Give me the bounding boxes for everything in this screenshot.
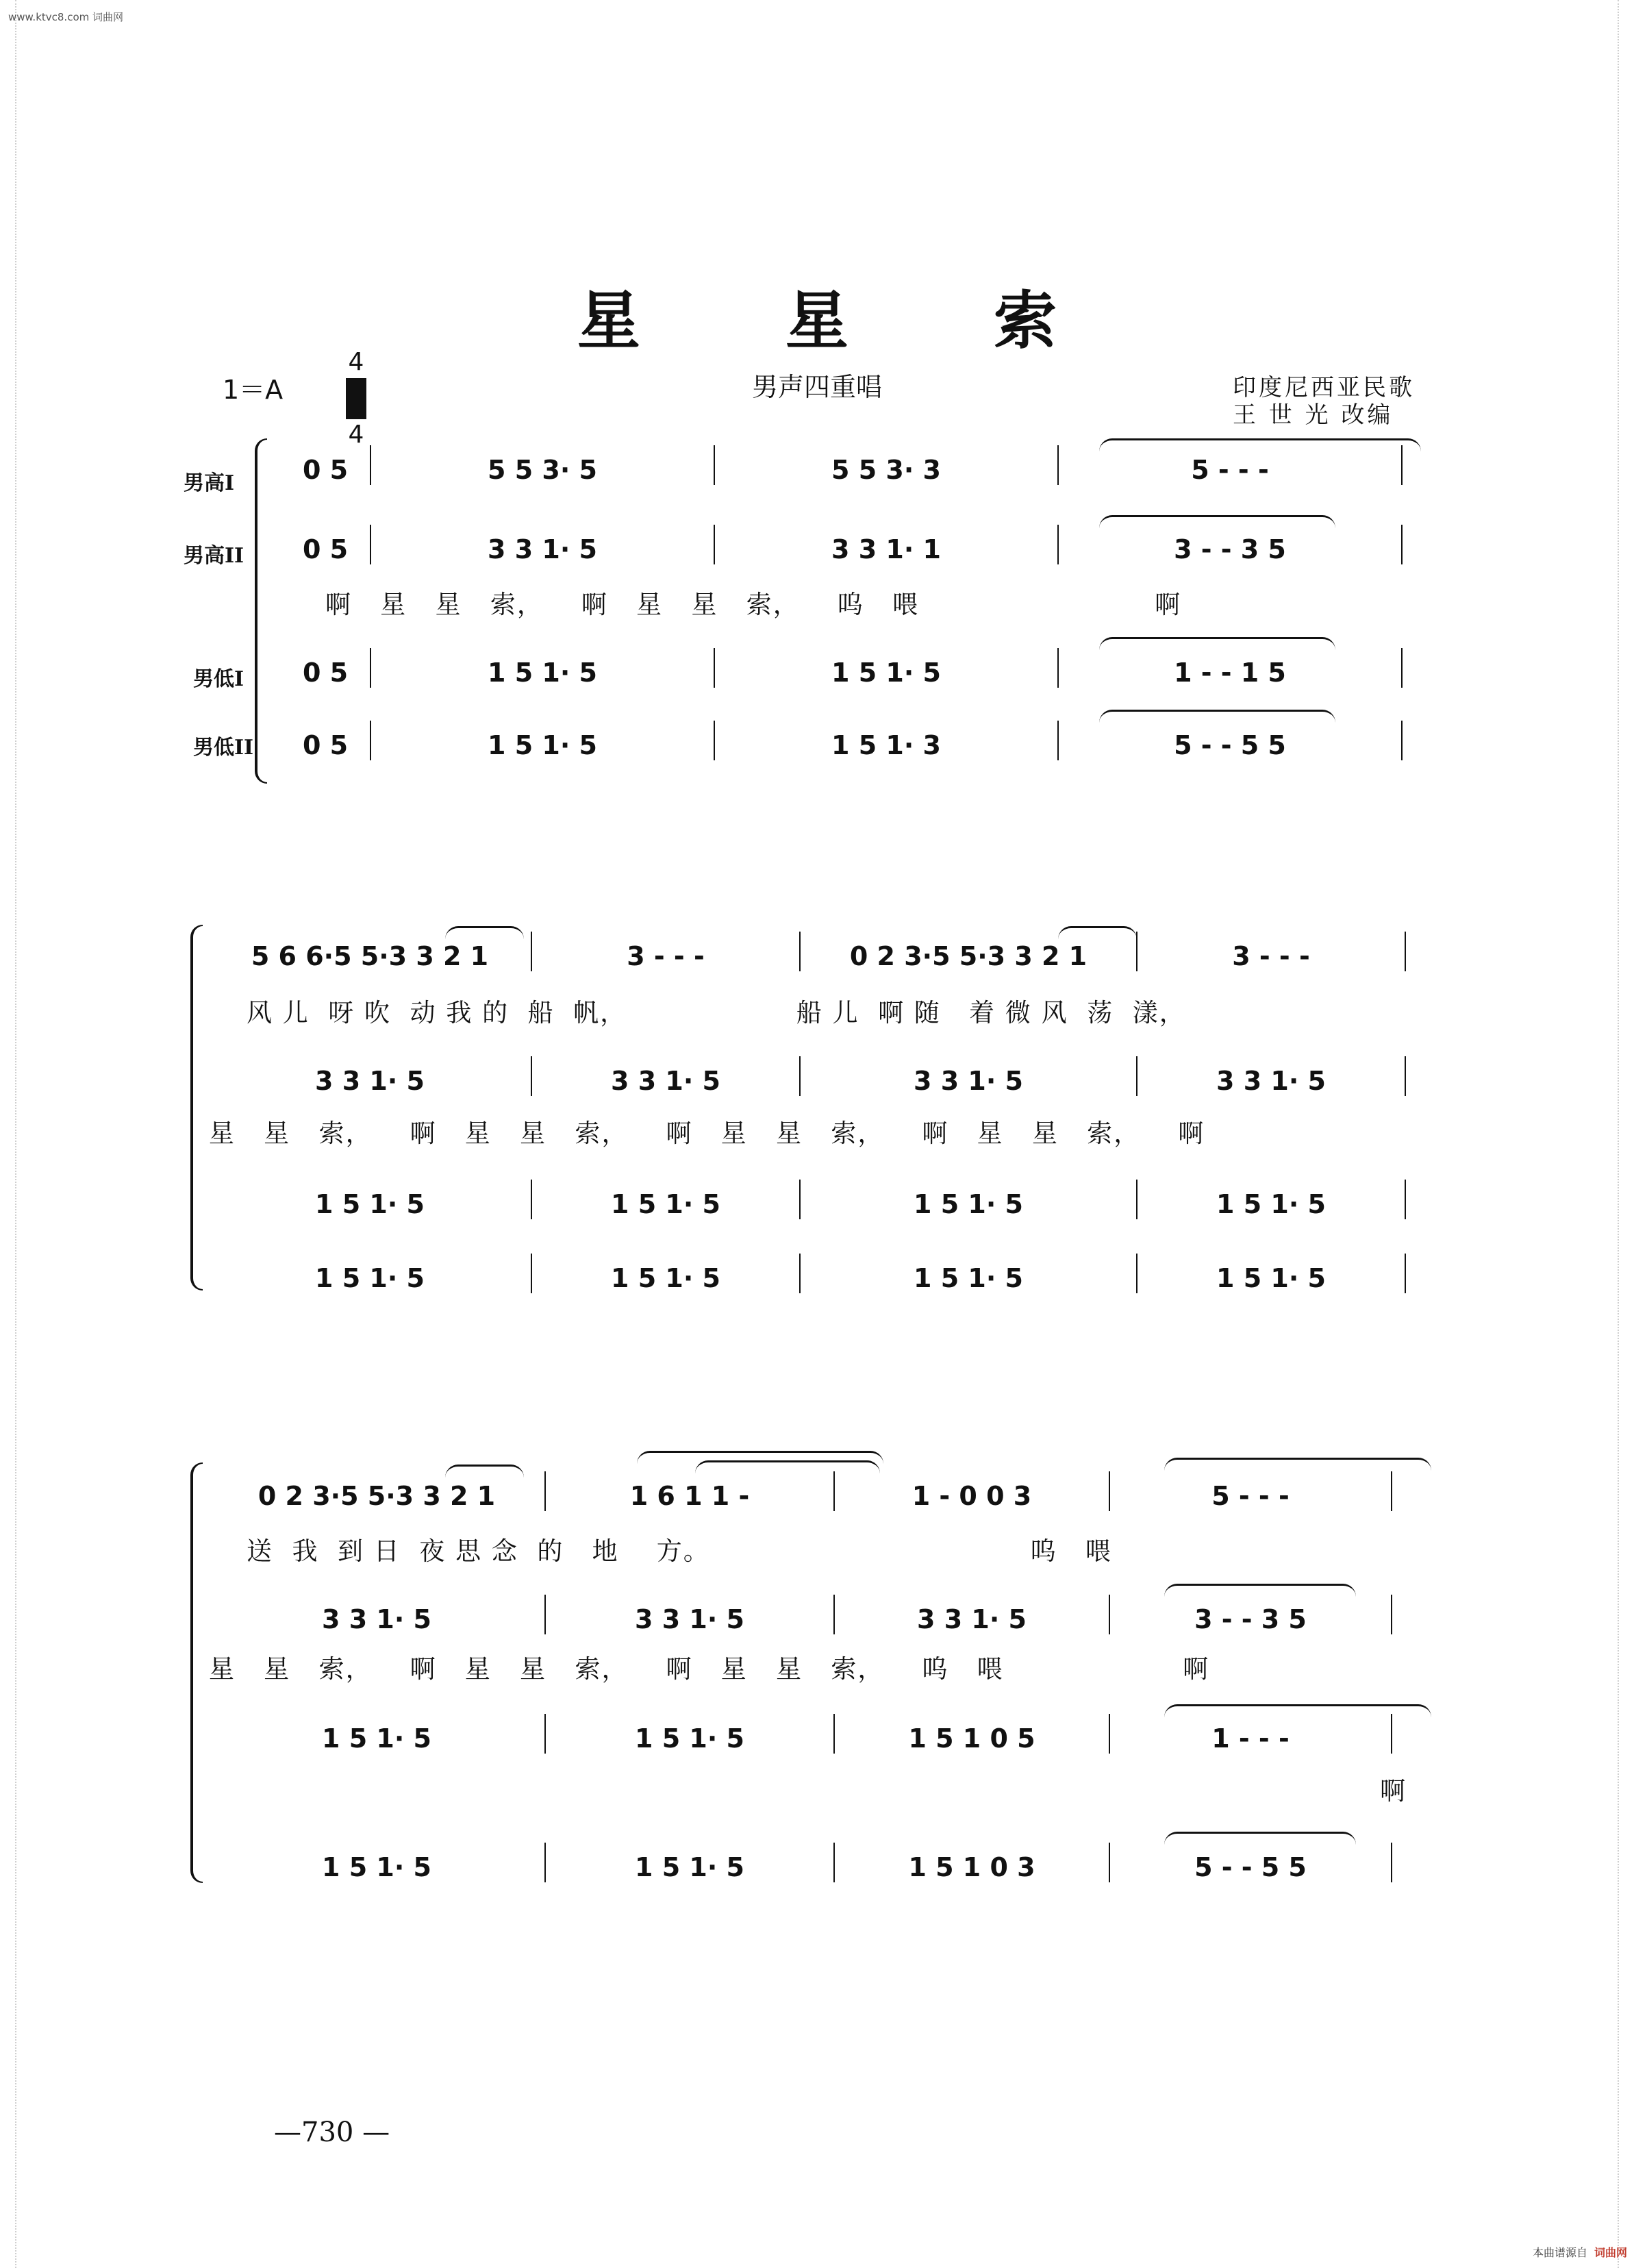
tie-arc <box>1164 1458 1431 1471</box>
measure: 1 5 1· 3 <box>831 730 941 760</box>
measure: 3 - - - <box>627 941 705 971</box>
part-label-bass1: 男低I <box>193 667 244 691</box>
triplet-arc <box>445 926 524 939</box>
time-numerator: 4 <box>348 348 364 376</box>
barline <box>1391 1714 1392 1754</box>
measure: 3 3 1· 5 <box>322 1604 431 1634</box>
measure: 1 - 0 0 3 <box>912 1481 1032 1511</box>
measure: 0 5 <box>302 534 349 564</box>
barline <box>1405 1254 1406 1293</box>
measure: 1 5 1 0 3 <box>908 1852 1035 1882</box>
barline <box>1391 1471 1392 1511</box>
measure: 3 - - 3 5 <box>1194 1604 1307 1634</box>
key-signature: 1＝A <box>223 375 284 405</box>
s1-tenor2-line <box>281 525 1431 564</box>
tie-arc <box>1164 1704 1431 1717</box>
tie-arc <box>1164 1832 1356 1845</box>
measure: 1 5 1· 5 <box>611 1263 720 1293</box>
measure: 1 5 1· 5 <box>488 730 597 760</box>
tie-arc <box>1099 710 1335 723</box>
top-watermark: www.ktvc8.com 词曲网 <box>8 11 124 23</box>
s1-bass1-line <box>281 648 1431 688</box>
barline <box>1405 932 1406 971</box>
s2-bass1-line <box>209 1180 1435 1219</box>
tie-arc <box>1099 515 1335 528</box>
measure: 5 - - 5 5 <box>1194 1852 1307 1882</box>
measure: 3 3 1· 5 <box>1216 1066 1326 1096</box>
tie-arc <box>695 1460 880 1473</box>
barline <box>1401 525 1403 564</box>
page-number: —730 — <box>274 2117 390 2148</box>
barline <box>1405 1056 1406 1096</box>
tie-arc <box>1099 637 1335 650</box>
measure: 1 5 1· 5 <box>914 1263 1023 1293</box>
barline <box>1391 1595 1392 1634</box>
s3-bass1-line <box>209 1714 1435 1754</box>
s3-bass1-lyric: 啊 <box>1380 1776 1407 1806</box>
arranger-credit: 王 世 光 改编 <box>1233 401 1394 429</box>
s3-bass2-line <box>209 1843 1435 1882</box>
s3-tenor1-line <box>209 1471 1435 1511</box>
part-label-tenor2: 男高II <box>184 544 244 568</box>
measure: 3 3 1· 5 <box>914 1066 1023 1096</box>
measure: 3 3 1· 5 <box>611 1066 720 1096</box>
measure: 1 6 1 1 - <box>629 1481 750 1511</box>
bottom-watermark-text: 本曲谱源自 <box>1532 2246 1587 2259</box>
measure: 3 3 1· 5 <box>635 1604 744 1634</box>
measure: 3 - - 3 5 <box>1174 534 1286 564</box>
s2-bass2-line <box>209 1254 1435 1293</box>
measure: 0 5 <box>302 455 349 485</box>
system2-brace <box>190 925 203 1291</box>
measure: 1 - - 1 5 <box>1174 658 1286 688</box>
measure: 5 - - - <box>1211 1481 1290 1511</box>
measure: 0 5 <box>302 730 349 760</box>
s2-tenor2-line <box>209 1056 1435 1096</box>
measure: 0 2 3·5 5·3 3 2 1 <box>257 1481 496 1511</box>
time-denominator: 4 <box>348 421 364 449</box>
measure: 5 - - 5 5 <box>1174 730 1286 760</box>
barline <box>1391 1843 1392 1882</box>
measure: 1 5 1· 5 <box>1216 1189 1326 1219</box>
system1-brace <box>255 438 267 784</box>
measure: 3 3 1· 5 <box>917 1604 1027 1634</box>
site-logo: 词曲网 <box>1594 2246 1627 2259</box>
song-title: 星 星 索 <box>577 284 1119 358</box>
barline <box>1405 1180 1406 1219</box>
measure: 5 - - - <box>1191 455 1269 485</box>
tie-arc <box>1099 438 1421 451</box>
measure: 1 5 1· 5 <box>914 1189 1023 1219</box>
measure: 3 3 1· 5 <box>488 534 597 564</box>
measure: 1 5 1· 5 <box>611 1189 720 1219</box>
part-label-bass2: 男低II <box>193 736 254 760</box>
measure: 1 5 1· 5 <box>315 1263 425 1293</box>
measure: 5 5 3· 5 <box>488 455 597 485</box>
s3-lyrics-melody: 送 我 到 日 夜 思 念 的 地 方。 呜 喂 <box>247 1536 1112 1566</box>
measure: 0 2 3·5 5·3 3 2 1 <box>849 941 1088 971</box>
measure: 3 - - - <box>1232 941 1310 971</box>
measure: 5 5 3· 3 <box>831 455 941 485</box>
measure: 1 5 1· 5 <box>635 1852 744 1882</box>
measure: 1 5 1· 5 <box>635 1723 744 1754</box>
measure: 1 5 1· 5 <box>488 658 597 688</box>
s1-bass2-line <box>281 721 1431 760</box>
subtitle: 男声四重唱 <box>751 372 882 402</box>
part-label-tenor1: 男高I <box>184 471 235 495</box>
s3-lyrics-harmony: 星 星 索， 啊 星 星 索， 啊 星 星 索， 呜 喂 啊 <box>209 1654 1210 1684</box>
measure: 1 5 1· 5 <box>831 658 941 688</box>
s2-lyrics-melody: 风 儿 呀 吹 动 我 的 船 帆， 船 儿 啊 随 着 微 风 荡 漾， <box>247 998 1186 1027</box>
measure: 1 5 1· 5 <box>322 1852 431 1882</box>
system3-brace <box>190 1462 203 1883</box>
measure: 0 5 <box>302 658 349 688</box>
s3-tenor2-line <box>209 1595 1435 1634</box>
measure: 1 5 1· 5 <box>1216 1263 1326 1293</box>
origin-credit: 印度尼西亚民歌 <box>1233 374 1415 401</box>
barline <box>1401 721 1403 760</box>
tie-arc <box>1164 1584 1356 1597</box>
s2-lyrics-harmony: 星 星 索， 啊 星 星 索， 啊 星 星 索， 啊 星 星 索， 啊 <box>209 1119 1205 1148</box>
measure: 1 5 1· 5 <box>315 1189 425 1219</box>
triplet-arc <box>445 1465 524 1478</box>
measure: 1 - - - <box>1211 1723 1290 1754</box>
measure: 3 3 1· 1 <box>831 534 941 564</box>
triplet-arc <box>1058 926 1137 939</box>
measure: 5 6 6·5 5·3 3 2 1 <box>251 941 489 971</box>
measure: 3 3 1· 5 <box>315 1066 425 1096</box>
measure: 1 5 1· 5 <box>322 1723 431 1754</box>
s1-lyrics: 啊 星 星 索， 啊 星 星 索， 呜 喂 啊 <box>325 590 1182 619</box>
bottom-watermark <box>1533 2244 1627 2260</box>
measure: 1 5 1 0 5 <box>908 1723 1035 1754</box>
barline <box>1401 648 1403 688</box>
s2-tenor1-line <box>209 932 1435 971</box>
